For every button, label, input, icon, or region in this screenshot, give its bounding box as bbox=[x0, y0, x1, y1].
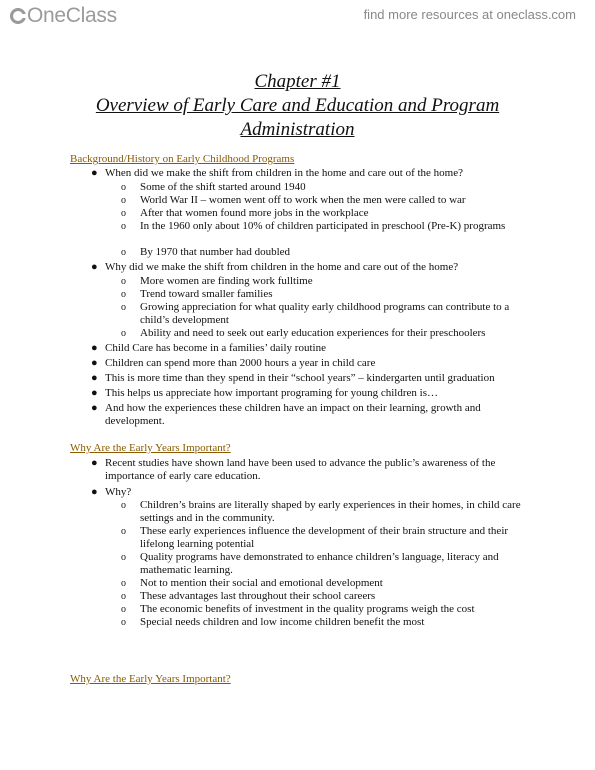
find-more-resources-link[interactable]: find more resources at oneclass.com bbox=[363, 7, 576, 22]
bullet-icon: ● bbox=[91, 342, 98, 354]
bullet-icon: ● bbox=[91, 402, 98, 414]
list-item: When did we make the shift from children in the home and care out of the home? bbox=[105, 167, 463, 179]
logo-text: OneClass bbox=[27, 4, 117, 27]
list-item: After that women found more jobs in the workplace bbox=[140, 207, 369, 219]
list-item: Children’s brains are literally shaped by early experiences in their homes, in child care settings and in the community. bbox=[140, 499, 521, 524]
bullet-icon: ● bbox=[91, 261, 98, 273]
logo-ring-icon bbox=[10, 8, 26, 24]
list-item: Trend toward smaller families bbox=[140, 288, 273, 300]
list-item: In the 1960 only about 10% of children participated in preschool (Pre-K) programs bbox=[140, 220, 506, 232]
list-item: Quality programs have demonstrated to enhance children’s language, literacy and mathematic learning. bbox=[140, 551, 499, 576]
oneclass-logo[interactable] bbox=[10, 4, 117, 28]
bullet-icon: ● bbox=[91, 357, 98, 369]
list-item: Child Care has become in a families’ daily routine bbox=[105, 342, 326, 354]
sub-bullet-icon: o bbox=[121, 221, 126, 232]
list-item: These early experiences influence the development of their brain structure and their lifelong learning potential bbox=[140, 525, 509, 550]
list-item: More women are finding work fulltime bbox=[140, 275, 313, 287]
list-item: Some of the shift started around 1940 bbox=[140, 181, 306, 193]
sub-bullet-icon: o bbox=[121, 302, 126, 313]
list-item: By 1970 that number had doubled bbox=[140, 246, 291, 258]
sub-bullet-icon: o bbox=[121, 604, 126, 615]
list-item: Why? bbox=[105, 486, 132, 498]
list-item: This helps us appreciate how important programing for young children is… bbox=[105, 387, 438, 399]
bullet-icon: ● bbox=[91, 167, 98, 179]
bullet-icon: ● bbox=[91, 372, 98, 384]
list-item: Why did we make the shift from children in the home and care out of the home? bbox=[105, 261, 459, 273]
sub-bullet-icon: o bbox=[121, 182, 126, 193]
list-item: Not to mention their social and emotional development bbox=[140, 577, 383, 589]
sub-bullet-icon: o bbox=[121, 208, 126, 219]
list-item: Ability and need to seek out early education experiences for their preschoolers bbox=[140, 327, 486, 339]
sub-bullet-icon: o bbox=[121, 500, 126, 511]
sub-bullet-icon: o bbox=[121, 195, 126, 206]
list-item: Growing appreciation for what quality early childhood programs can contribute to a child’s development bbox=[140, 301, 510, 326]
sub-bullet-icon: o bbox=[121, 578, 126, 589]
sub-bullet-icon: o bbox=[121, 289, 126, 300]
list-item: Recent studies have shown land have been used to advance the public’s awareness of the importance of early care education. bbox=[105, 457, 496, 482]
list-item: Special needs children and low income children benefit the most bbox=[140, 616, 425, 628]
section-heading-why-early-years-2: Why Are the Early Years Important? bbox=[70, 673, 231, 685]
document-title-line-2: Administration bbox=[240, 119, 355, 140]
list-item: World War II – women went off to work when the men were called to war bbox=[140, 194, 466, 206]
list-item: The economic benefits of investment in the quality programs weigh the cost bbox=[140, 603, 475, 615]
section-heading-why-early-years: Why Are the Early Years Important? bbox=[70, 442, 231, 454]
sub-bullet-icon: o bbox=[121, 552, 126, 563]
sub-bullet-icon: o bbox=[121, 328, 126, 339]
list-item: And how the experiences these children have an impact on their learning, growth and development. bbox=[105, 402, 481, 427]
section-heading-background: Background/History on Early Childhood Programs bbox=[70, 153, 295, 165]
sub-bullet-icon: o bbox=[121, 247, 126, 258]
bullet-icon: ● bbox=[91, 486, 98, 498]
sub-bullet-icon: o bbox=[121, 526, 126, 537]
bullet-icon: ● bbox=[91, 457, 98, 469]
sub-bullet-icon: o bbox=[121, 276, 126, 287]
document-title-line-1: Overview of Early Care and Education and Program bbox=[95, 95, 500, 116]
list-item: Children can spend more than 2000 hours a year in child care bbox=[105, 357, 376, 369]
sub-bullet-icon: o bbox=[121, 617, 126, 628]
list-item: This is more time than they spend in their “school years” – kindergarten until graduation bbox=[105, 372, 495, 384]
list-item: These advantages last throughout their school careers bbox=[140, 590, 376, 602]
sub-bullet-icon: o bbox=[121, 591, 126, 602]
bullet-icon: ● bbox=[91, 387, 98, 399]
chapter-title: Chapter #1 bbox=[254, 71, 341, 92]
top-bar bbox=[0, 0, 595, 32]
